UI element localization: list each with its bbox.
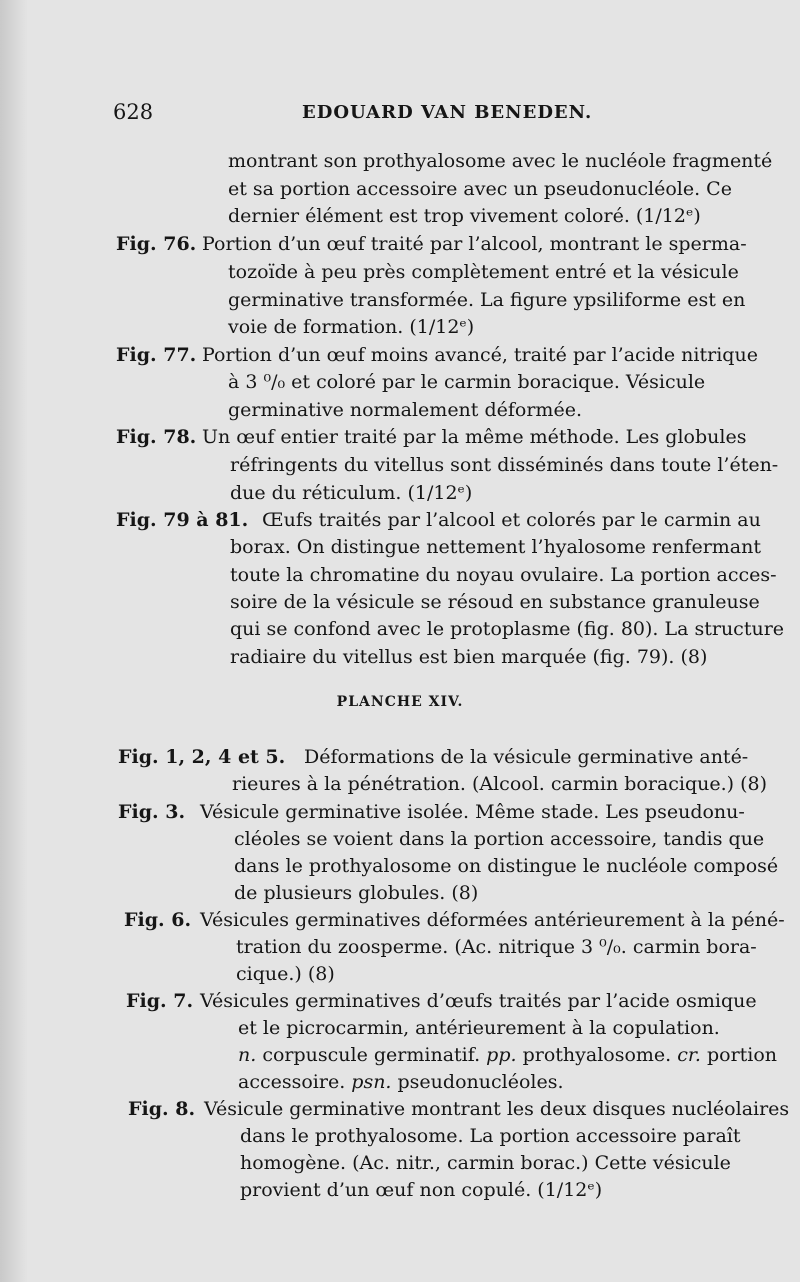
text-line: réfringents du vitellus sont disséminés dans toute l’éten- [230, 454, 779, 476]
figure-label: Fig. 6. [124, 909, 192, 931]
text-line: montrant son prothyalosome avec le nucléole fragmenté [228, 150, 773, 172]
text-line: borax. On distingue nettement l’hyalosome renfermant [230, 536, 762, 558]
figure-label: Fig. 76. [116, 233, 197, 255]
text-line: Œufs traités par l’alcool et colorés par le carmin au [262, 509, 761, 531]
text-line: homogène. (Ac. nitr., carmin borac.) Cette vésicule [240, 1152, 731, 1174]
abbr-italic: cr. [677, 1044, 701, 1066]
text-line: Déformations de la vésicule germinative anté- [304, 746, 749, 768]
figure-label: Fig. 8. [128, 1098, 196, 1120]
text-span: accessoire. [238, 1071, 352, 1093]
text-span: portion [700, 1044, 778, 1066]
text-line: rieures à la pénétration. (Alcool. carmin boracique.) (8) [232, 773, 768, 795]
text-line: Un œuf entier traité par la même méthode. Les globules [202, 426, 747, 448]
text-line: cique.) (8) [236, 963, 335, 985]
text-line: qui se confond avec le protoplasme (fig. 80). La structure [230, 618, 785, 640]
abbr-italic: pp. [486, 1044, 517, 1066]
figure-label: Fig. 1, 2, 4 et 5. [118, 746, 286, 768]
text-span: corpuscule germinatif. [256, 1044, 487, 1066]
text-line: germinative normalement déformée. [228, 399, 582, 421]
text-line: et sa portion accessoire avec un pseudonucléole. Ce [228, 178, 732, 200]
text-line: voie de formation. (1/12ᵉ) [228, 316, 475, 338]
abbr-italic: n. [238, 1044, 257, 1066]
figure-label: Fig. 7. [126, 990, 194, 1012]
text-line: dernier élément est trop vivement coloré. (1/12ᵉ) [228, 205, 701, 227]
text-span: prothyalosome. [516, 1044, 678, 1066]
text-line: et le picrocarmin, antérieurement à la copulation. [238, 1017, 720, 1039]
page-gutter-shadow [0, 0, 28, 1282]
figure-label: Fig. 79 à 81. [116, 509, 249, 531]
text-line [238, 1042, 777, 1068]
page-header [0, 92, 800, 132]
plate-heading: PLANCHE XIV. [336, 694, 464, 710]
page-number: 628 [113, 100, 154, 124]
text-line: cléoles se voient dans la portion accessoire, tandis que [234, 828, 765, 850]
text-line: tration du zoosperme. (Ac. nitrique 3 ⁰/₀. carmin bora- [236, 936, 757, 958]
text-line: dans le prothyalosome on distingue le nucléole composé [234, 855, 779, 877]
running-head: EDOUARD VAN BENEDEN. [302, 102, 593, 123]
text-line: de plusieurs globules. (8) [234, 882, 479, 904]
abbr-italic: psn. [351, 1071, 392, 1093]
figure-label: Fig. 78. [116, 426, 197, 448]
text-line: toute la chromatine du noyau ovulaire. La portion acces- [230, 564, 777, 586]
text-line: radiaire du vitellus est bien marquée (fig. 79). (8) [230, 646, 708, 668]
text-line [238, 1069, 564, 1095]
text-line: à 3 ⁰/₀ et coloré par le carmin boracique. Vésicule [228, 371, 706, 393]
text-line: Vésicules germinatives d’œufs traités par l’acide osmique [200, 990, 757, 1012]
text-line: provient d’un œuf non copulé. (1/12ᵉ) [240, 1179, 603, 1201]
text-line: Portion d’un œuf moins avancé, traité par l’acide nitrique [202, 344, 758, 366]
text-line: germinative transformée. La figure ypsiliforme est en [228, 289, 746, 311]
text-line: dans le prothyalosome. La portion accessoire paraît [240, 1125, 741, 1147]
figure-label: Fig. 77. [116, 344, 197, 366]
text-line: Vésicule germinative isolée. Même stade. Les pseudonu- [200, 801, 745, 823]
text-line: tozoïde à peu près complètement entré et la vésicule [228, 261, 739, 283]
text-line: Portion d’un œuf traité par l’alcool, montrant le sperma- [202, 233, 747, 255]
text-line: due du réticulum. (1/12ᵉ) [230, 482, 473, 504]
text-line: Vésicule germinative montrant les deux disques nucléolaires [204, 1098, 790, 1120]
text-line: soire de la vésicule se résoud en substance granuleuse [230, 591, 760, 613]
text-span: pseudonucléoles. [391, 1071, 564, 1093]
text-line: Vésicules germinatives déformées antérieurement à la péné- [200, 909, 785, 931]
figure-label: Fig. 3. [118, 801, 186, 823]
